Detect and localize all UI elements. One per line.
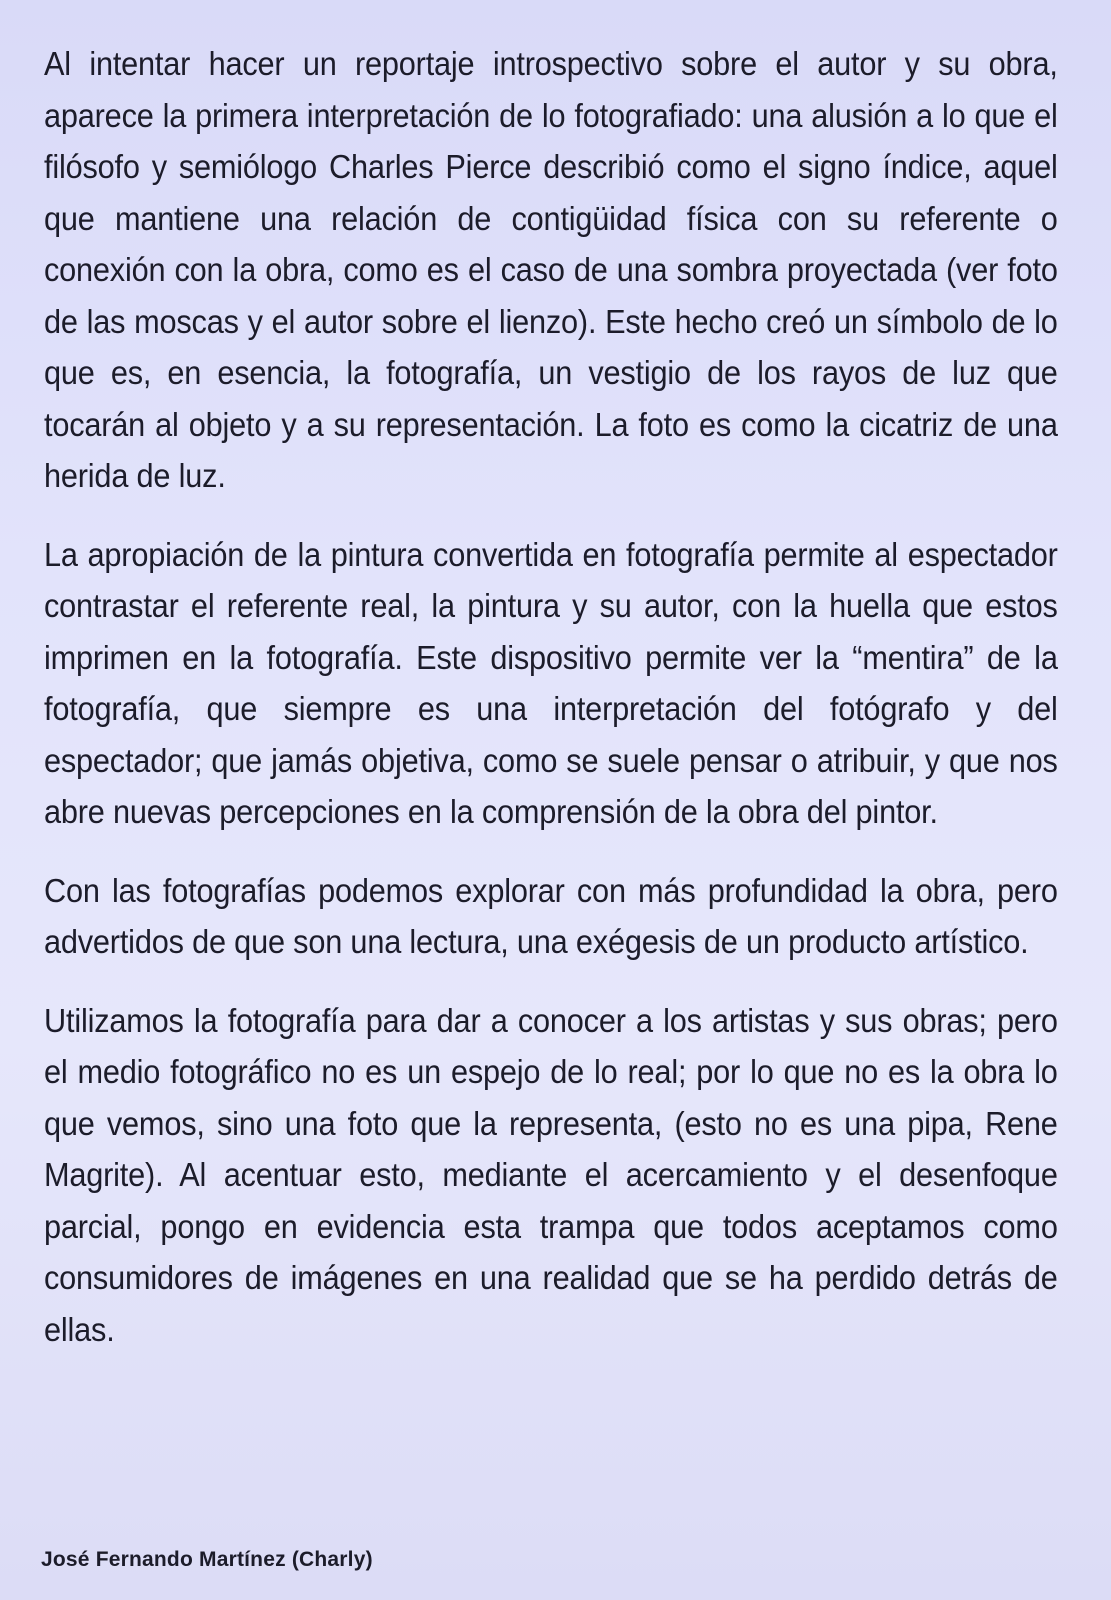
author-signature: José Fernando Martínez (Charly) [41,1548,373,1571]
paragraph-1: Al intentar hacer un reportaje introspectivo sobre el autor y su obra, aparece la primera interpretación de lo fotografiado: una alusión a lo que el filósofo y semiólogo Charles Pierce describió como el signo índice, aquel que mantiene una relación de contigüidad física con su referente o conexión con la obra, como es el caso de una sombra proyectada (ver foto de las moscas y el autor sobre el lienzo). Este hecho creó un símbolo de lo que es, en esencia, la fotografía, un vestigio de los rayos de luz que tocarán al objeto y a su representación. La foto es como la cicatriz de una herida de luz. [44,45,1058,494]
paragraph-3: Con las fotografías podemos explorar con más profundidad la obra, pero advertidos de que son una lectura, una exégesis de un producto artístico. [44,871,1058,960]
paragraph-4: Utilizamos la fotografía para dar a conocer a los artistas y sus obras; pero el medio fotográfico no es un espejo de lo real; por lo que no es la obra lo que vemos, sino una foto que la representa, (esto no es una pipa, Rene Magrite). Al acentuar esto, mediante el acercamiento y el desenfoque parcial, pongo en evidencia esta trampa que todos aceptamos como consumidores de imágenes en una realidad que se ha perdido detrás de ellas. [44,1001,1058,1348]
paragraph-2: La apropiación de la pintura convertida en fotografía permite al espectador contrastar el referente real, la pintura y su autor, con la huella que estos imprimen en la fotografía. Este dispositivo permite ver la “mentira” de la fotografía, que siempre es una interpretación del fotógrafo y del espectador; que jamás objetiva, como se suele pensar o atribuir, y que nos abre nuevas percepciones en la comprensión de la obra del pintor. [44,535,1058,830]
